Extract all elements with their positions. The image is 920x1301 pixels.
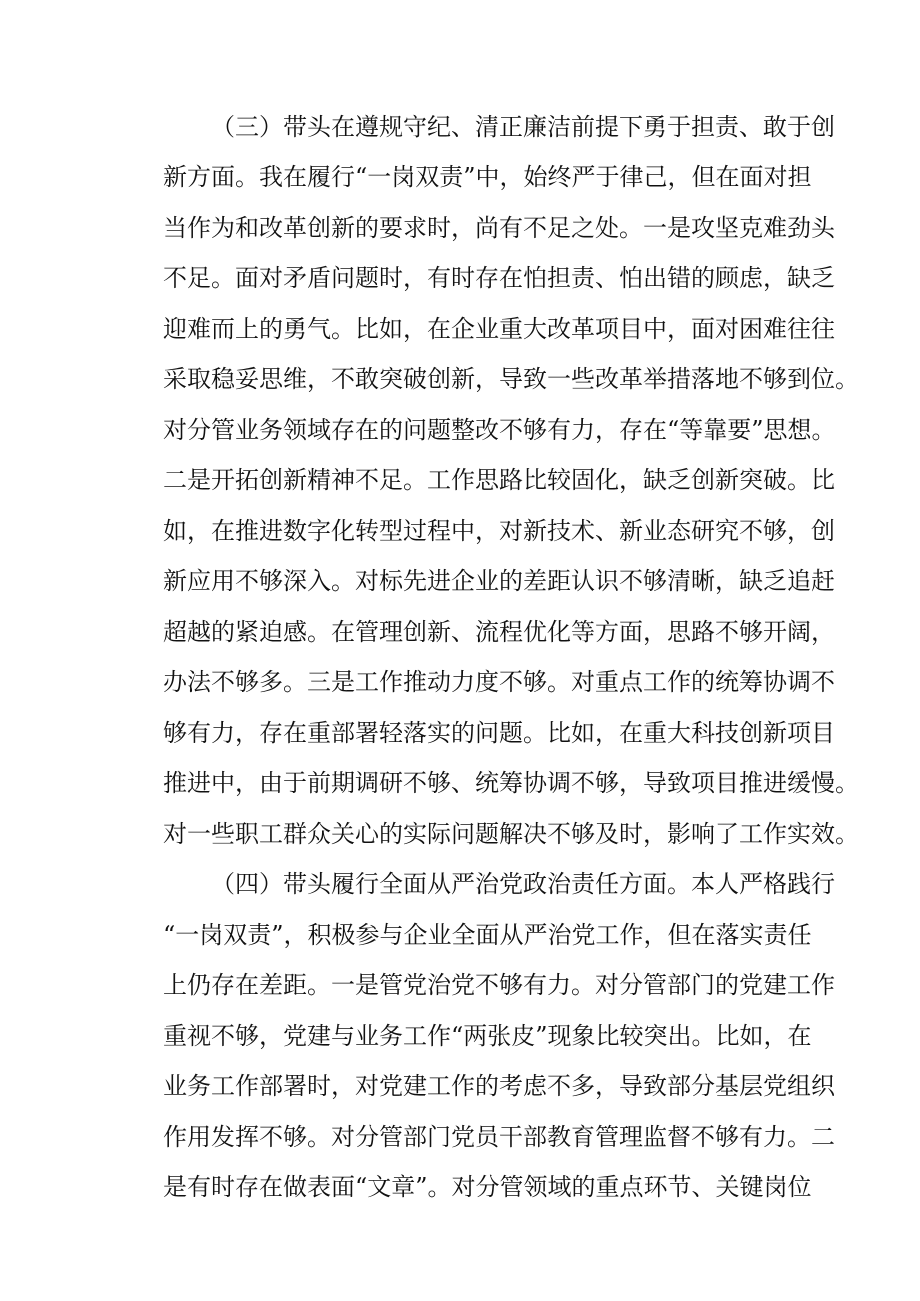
section3-line-9: 如，在推进数字化转型过程中，对新技术、新业态研究不够，创 [163, 517, 835, 545]
section3-line-8: 二是开拓创新精神不足。工作思路比较固化，缺乏创新突破。比 [163, 466, 835, 494]
section4-line-2: “一岗双责”，积极参与企业全面从严治党工作，但在落实责任 [163, 921, 812, 949]
section3-line-2: 新方面。我在履行“一岗双责”中，始终严于律己，但在面对担 [163, 163, 812, 191]
section3-line-14: 推进中，由于前期调研不够、统筹协调不够，导致项目推进缓慢。 [163, 769, 859, 797]
section4-line-7: 是有时存在做表面“文章”。对分管领域的重点环节、关键岗位 [163, 1173, 812, 1201]
section3-line-12: 办法不够多。三是工作推动力度不够。对重点工作的统筹协调不 [163, 668, 835, 696]
section3-line-11: 超越的紧迫感。在管理创新、流程优化等方面，思路不够开阔， [163, 618, 835, 646]
section4-line-5: 业务工作部署时，对党建工作的考虑不多，导致部分基层党组织 [163, 1072, 835, 1100]
section3-line-15: 对一些职工群众关心的实际问题解决不够及时，影响了工作实效。 [163, 820, 859, 848]
section3-line-4: 不足。面对矛盾问题时，有时存在怕担责、怕出错的顾虑，缺乏 [163, 264, 835, 292]
section3-line-13: 够有力，存在重部署轻落实的问题。比如，在重大科技创新项目 [163, 719, 835, 747]
section3-line-7: 对分管业务领域存在的问题整改不够有力，存在“等靠要”思想。 [163, 416, 836, 444]
section4-line-4: 重视不够，党建与业务工作“两张皮”现象比较突出。比如，在 [163, 1022, 812, 1050]
section4-line-6: 作用发挥不够。对分管部门党员干部教育管理监督不够有力。二 [163, 1123, 835, 1151]
section4-line-1: （四）带头履行全面从严治党政治责任方面。本人严格践行 [211, 870, 835, 898]
section3-line-1: （三）带头在遵规守纪、清正廉洁前提下勇于担责、敢于创 [211, 113, 835, 141]
section3-line-3: 当作为和改革创新的要求时，尚有不足之处。一是攻坚克难劲头 [163, 214, 835, 242]
section4-line-3: 上仍存在差距。一是管党治党不够有力。对分管部门的党建工作 [163, 971, 835, 999]
section3-line-6: 采取稳妥思维，不敢突破创新，导致一些改革举措落地不够到位。 [163, 365, 859, 393]
section3-line-10: 新应用不够深入。对标先进企业的差距认识不够清晰，缺乏追赶 [163, 567, 835, 595]
section3-line-5: 迎难而上的勇气。比如，在企业重大改革项目中，面对困难往往 [163, 315, 835, 343]
